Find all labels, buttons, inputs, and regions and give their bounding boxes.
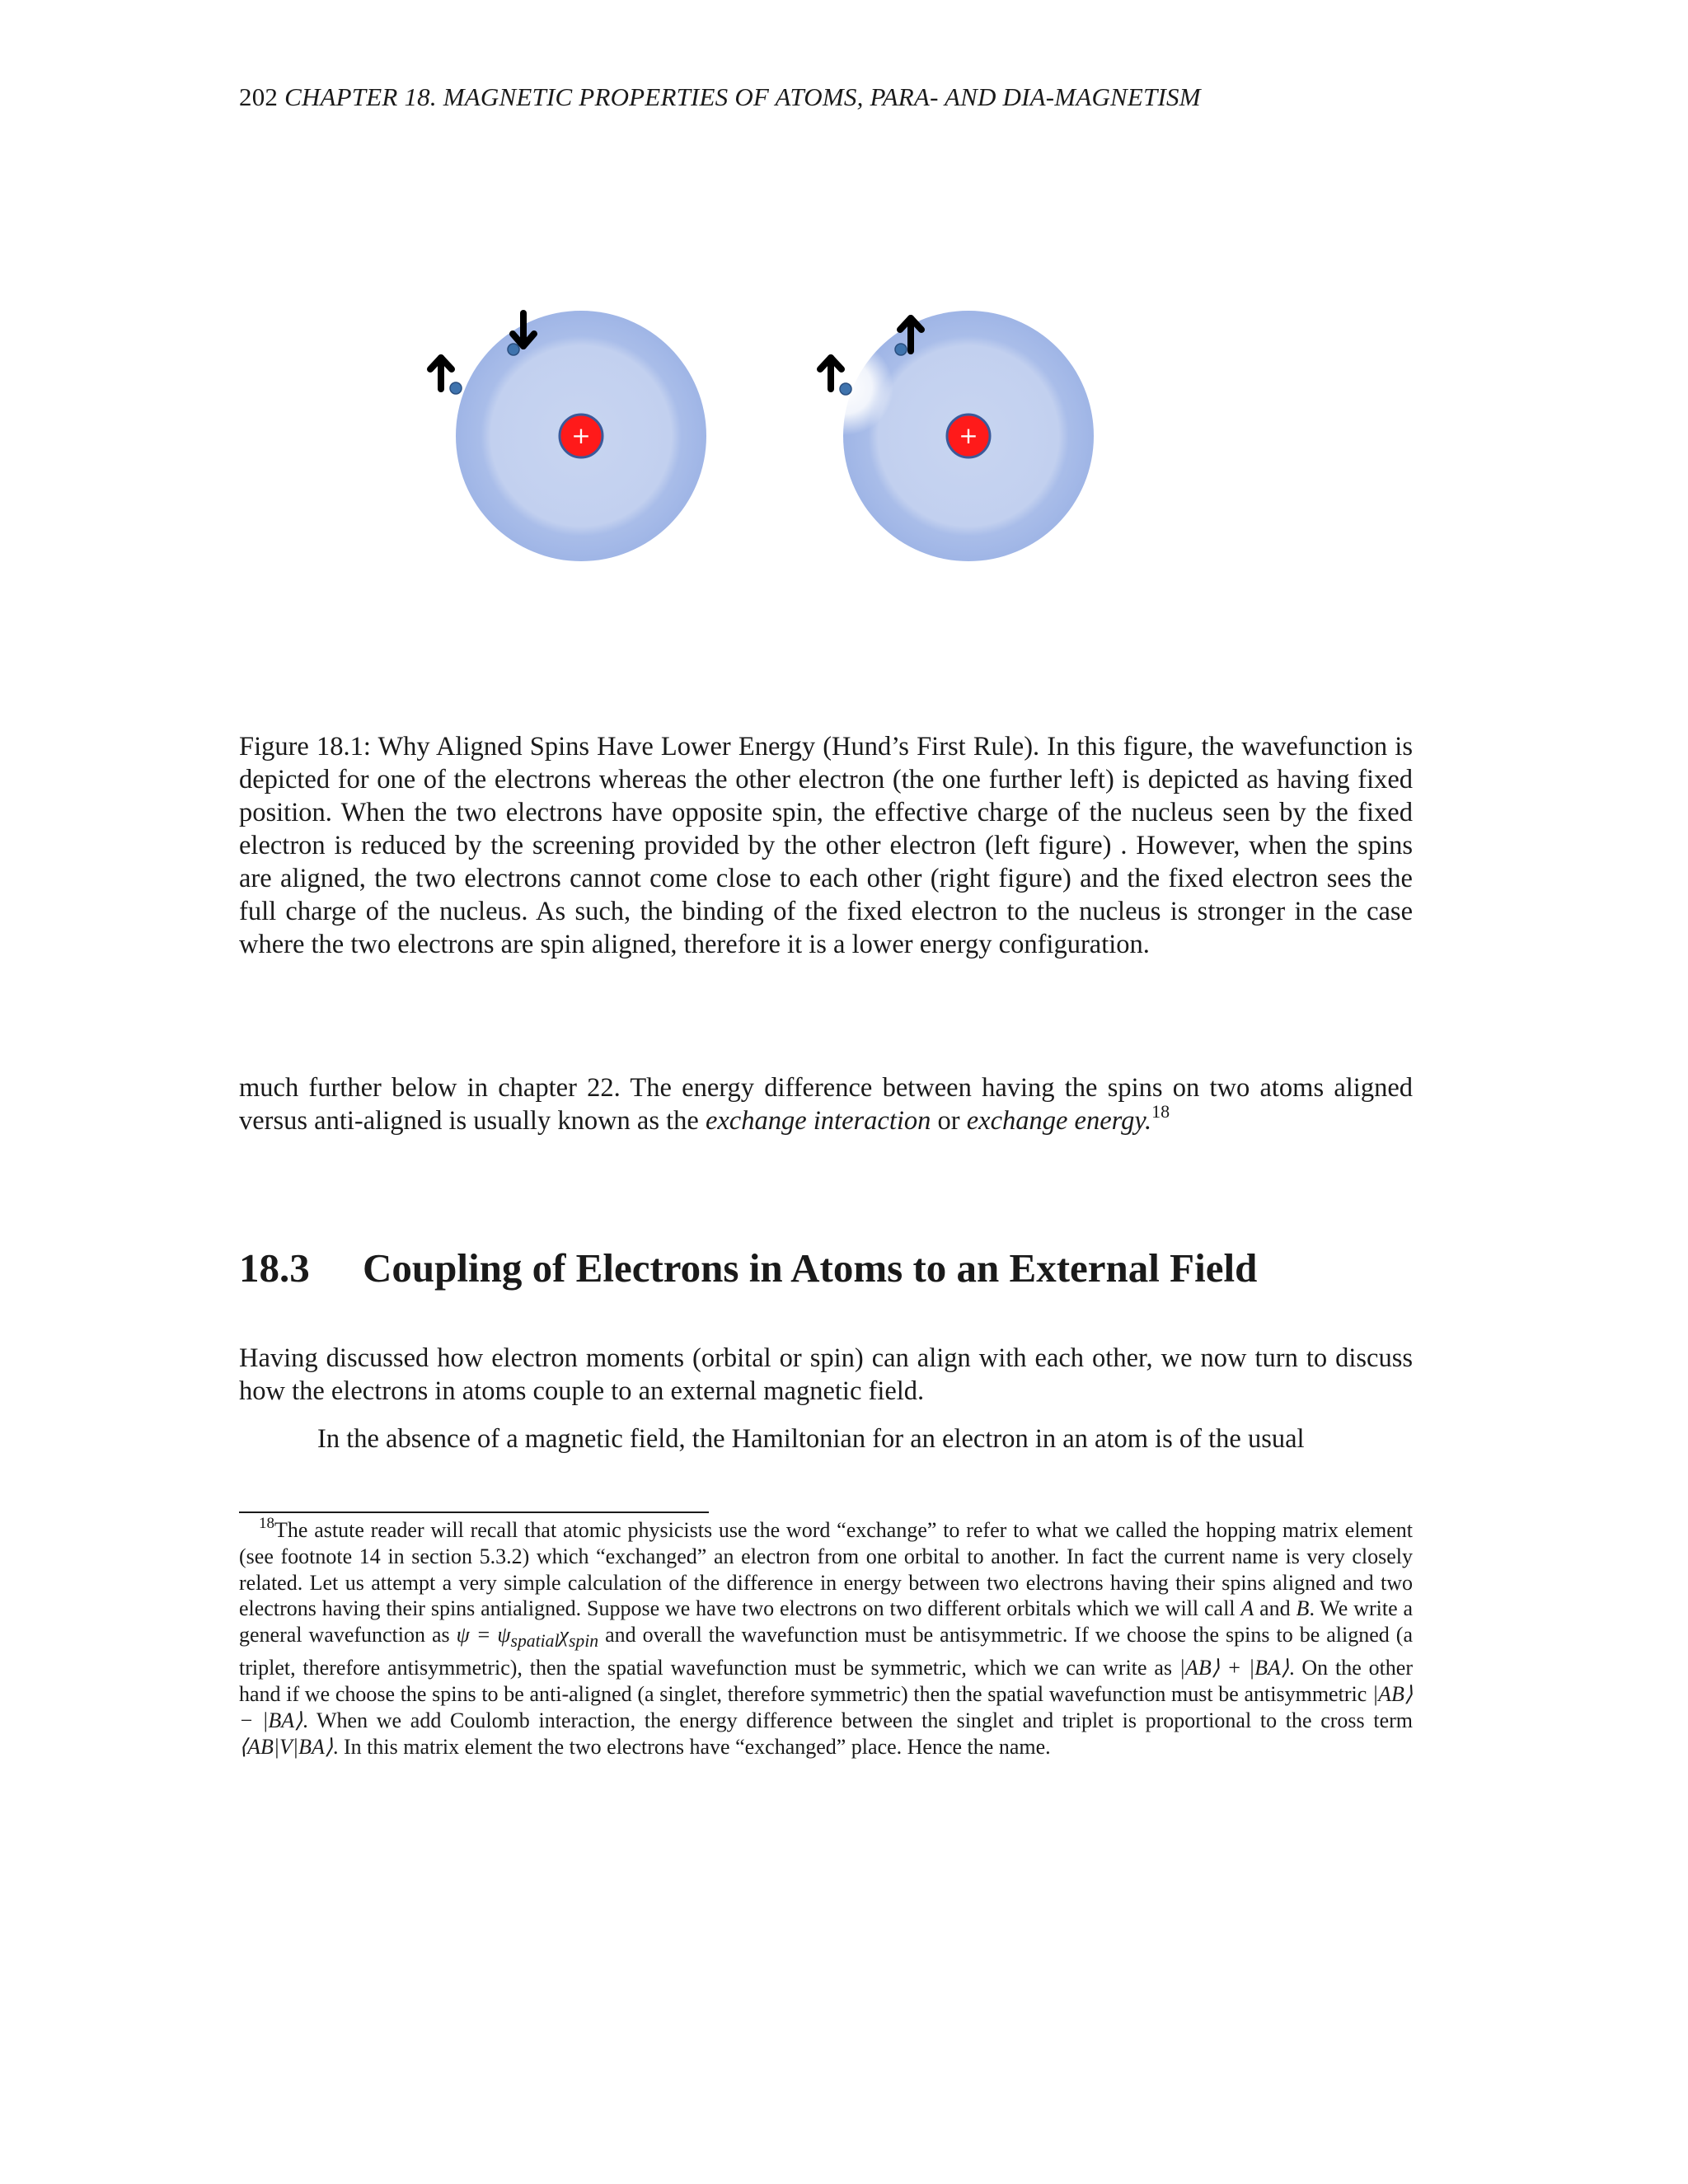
left-second-electron xyxy=(508,344,519,355)
math-wavefunction: ψ = ψ xyxy=(456,1623,511,1647)
section-heading xyxy=(239,1244,1413,1291)
math-subscript: spin xyxy=(568,1631,599,1652)
figure-hunds-rule xyxy=(396,297,1137,577)
running-head xyxy=(239,82,1413,112)
left-atom xyxy=(430,311,706,561)
term-exchange-interaction: exchange interaction xyxy=(705,1106,931,1136)
paragraph-text: In the absence of a magnetic field, the Hamiltonian for an electron in an atom is of the usual xyxy=(317,1424,1305,1454)
footnote-text: . In this matrix element the two electrons have “exchanged” place. Hence the name. xyxy=(333,1734,1051,1759)
paragraph-exchange xyxy=(239,1071,1413,1137)
math-matrix-element: ⟨AB|V|BA⟩ xyxy=(239,1734,333,1759)
footnote-divider xyxy=(239,1511,709,1513)
footnote-text: . On the other hand if we choose the spins to be anti-aligned (a singlet, therefore symmetric) then the spatial wavefunction must be antisymmetric xyxy=(239,1656,1413,1706)
math-symbol: A xyxy=(1240,1596,1254,1621)
left-nucleus-sign: + xyxy=(571,422,591,449)
section-number: 18.3 xyxy=(239,1245,310,1291)
caption-label: Figure 18.1: xyxy=(239,732,371,762)
footnote-text: and xyxy=(1254,1596,1296,1621)
right-second-electron xyxy=(895,344,907,355)
paragraph-text: Having discussed how electron moments (orbital or spin) can align with each other, we now turn to discuss how the electrons in atoms couple to an external magnetic field. xyxy=(239,1343,1413,1406)
paragraph-text: or xyxy=(931,1106,967,1136)
math-antisymmetric-state: |AB⟩ − |BA⟩ xyxy=(239,1681,1413,1732)
math-subscript: spatial xyxy=(510,1631,560,1652)
right-nucleus-sign: + xyxy=(959,422,978,449)
caption-text: Why Aligned Spins Have Lower Energy (Hund’s First Rule). In this figure, the wavefunction is depicted for one of the electrons whereas the other electron (the one further left) is depicted as having fixed position. When the two electrons have opposite spin, the effective charge of the nucleus seen by the fixed electron is reduced by the screening provided by the other electron (left figure) . However, when the spins are aligned, the two electrons cannot come close to each other (right figure) and the fixed electron sees the full charge of the nucleus. As such, the binding of the fixed electron to the nucleus is stronger in the case where the two electrons are spin aligned, therefore it is a lower energy configuration. xyxy=(239,732,1413,959)
figure-caption xyxy=(239,730,1413,961)
left-fixed-spin-up-arrow xyxy=(430,358,452,389)
left-fixed-electron xyxy=(450,382,462,394)
paragraph-text: much further below in chapter 22. The energy difference between having the spins on two atoms aligned versus anti-aligned is usually known as the xyxy=(239,1073,1413,1136)
paragraph-hamiltonian xyxy=(239,1422,1413,1455)
left-nucleus xyxy=(560,415,603,457)
footnote-ref-18[interactable]: 18 xyxy=(1151,1101,1170,1122)
section-title: Coupling of Electrons in Atoms to an External Field xyxy=(363,1245,1258,1291)
right-nucleus xyxy=(947,415,990,457)
footnote-18 xyxy=(239,1517,1413,1760)
math-symbol: χ xyxy=(559,1623,569,1647)
right-atom xyxy=(798,311,1094,561)
footnote-marker: 18 xyxy=(259,1515,274,1532)
figure-illustration xyxy=(396,297,1137,577)
page-number: 202 xyxy=(239,82,279,111)
paragraph-intro xyxy=(239,1342,1413,1408)
right-fixed-electron xyxy=(840,383,851,395)
footnote-text: The astute reader will recall that atomic physicists use the word “exchange” to refer to what we called the hopping matrix element (see footnote 14 in section 5.3.2) which “exchanged” an electron from one orbital to another. In fact the current name is very closely related. Let us attempt a very simple calculation of the difference in energy between two electrons having their spins aligned and two electrons having their spins antialigned. Suppose we have two electrons on two different orbitals which we will call xyxy=(239,1518,1413,1621)
term-exchange-energy: exchange energy. xyxy=(966,1106,1152,1136)
math-symbol: B xyxy=(1296,1596,1310,1621)
running-title: CHAPTER 18. MAGNETIC PROPERTIES OF ATOMS, PARA- AND DIA-MAGNETISM xyxy=(284,82,1201,111)
footnote-text: . We write a general wavefunction as xyxy=(239,1596,1414,1647)
math-symmetric-state: |AB⟩ + |BA⟩ xyxy=(1179,1656,1290,1680)
footnote-text: and overall the wavefunction must be antisymmetric. If we choose the spins to be aligned (a triplet, therefore antisymmetric), then the spatial wavefunction must be symmetric, which we can write as xyxy=(239,1623,1413,1680)
footnote-text: . When we add Coulomb interaction, the energy difference between the singlet and triplet is proportional to the cross term xyxy=(302,1708,1413,1732)
